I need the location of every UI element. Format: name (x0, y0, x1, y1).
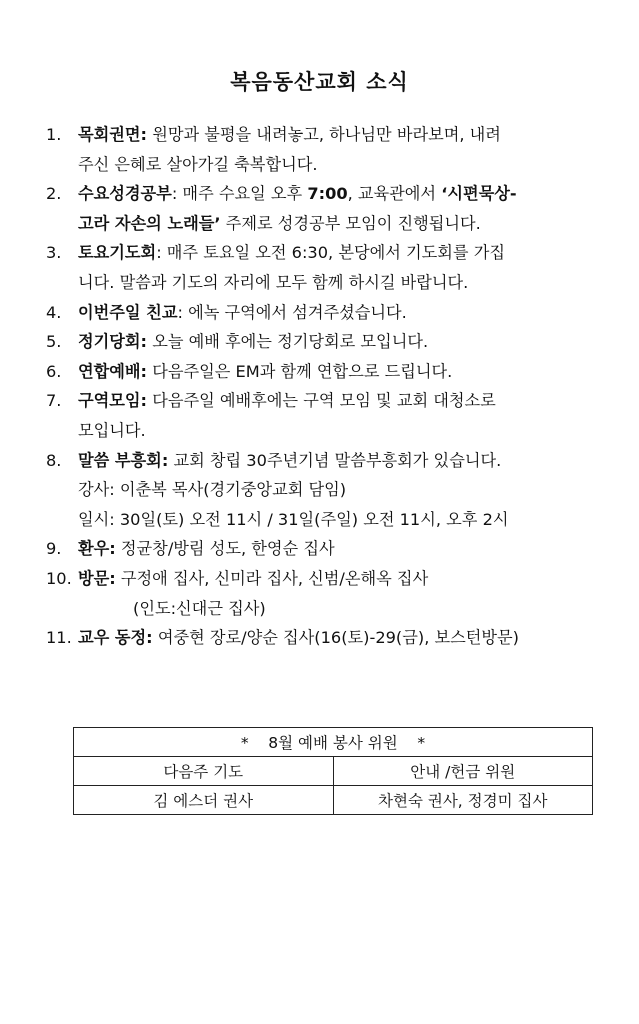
item-label: 말씀 부흥회: (78, 450, 169, 470)
duty-table (73, 727, 593, 815)
item-text: : 에녹 구역에서 섬겨주셨습니다. (177, 302, 407, 322)
item-label: 수요성경공부 (78, 184, 172, 204)
item-time: 7:00 (307, 184, 348, 204)
list-item (0, 120, 639, 179)
item-number: 5. (46, 332, 62, 352)
item-text: 일시: 30일(토) 오전 11시 / 31일(주일) 오전 11시, 오후 2시 (78, 509, 509, 529)
item-topic: 고라 자손의 노래들’ (78, 213, 221, 233)
duty-table-cell: 차현숙 권사, 정경미 집사 (333, 786, 593, 815)
item-number: 4. (46, 302, 62, 322)
list-item (0, 298, 639, 328)
list-item (0, 446, 639, 535)
list-item (0, 623, 639, 653)
item-text: 모입니다. (78, 420, 146, 440)
item-text: : 매주 토요일 오전 6:30, 본당에서 기도회를 가집 (156, 243, 505, 263)
list-item (0, 534, 639, 564)
item-text: 오늘 예배 후에는 정기당회로 모입니다. (152, 332, 429, 352)
item-number: 1. (46, 125, 62, 144)
list-item (0, 564, 639, 623)
item-label: 토요기도회 (78, 243, 157, 263)
list-item (0, 357, 639, 387)
list-item (0, 179, 639, 238)
item-number: 8. (46, 450, 62, 470)
item-text: 니다. 말씀과 기도의 자리에 모두 함께 하시길 바랍니다. (78, 272, 469, 292)
page-title: 복음동산교회 소식 (230, 70, 409, 94)
item-number: 2. (46, 184, 62, 204)
item-number: 11. (46, 628, 72, 648)
duty-table-header: * 8월 예배 봉사 위원 * (74, 728, 593, 757)
item-text: 정균창/방림 성도, 한영순 집사 (120, 539, 335, 559)
item-label: 환우: (78, 539, 116, 559)
item-label: 이번주일 친교 (78, 302, 178, 322)
duty-table-cell: 김 에스더 권사 (74, 786, 334, 815)
item-text: , 교육관에서 (347, 184, 442, 204)
item-topic: ‘시편묵상- (441, 184, 517, 204)
item-number: 3. (46, 243, 62, 263)
item-number: 9. (46, 539, 62, 559)
list-item (0, 386, 639, 445)
item-number: 7. (46, 391, 62, 411)
item-label: 정기당회: (78, 332, 148, 352)
item-text: 강사: 이춘복 목사(경기중앙교회 담임) (78, 480, 347, 500)
item-text: 원망과 불평을 내려놓고, 하나님만 바라보며, 내려 (152, 125, 501, 144)
item-label: 방문: (78, 568, 116, 588)
duty-table-column-header: 다음주 기도 (74, 757, 334, 786)
item-label: 교우 동정: (78, 628, 153, 648)
item-text: 여중현 장로/양순 집사(16(토)-29(금), 보스턴방문) (157, 628, 519, 648)
item-text: (인도:신대근 집사) (133, 598, 266, 618)
item-number: 10. (46, 568, 72, 588)
item-label: 연합예배: (78, 361, 148, 381)
list-item (0, 238, 639, 297)
duty-table-column-header: 안내 /헌금 위원 (333, 757, 593, 786)
item-text: 주신 은혜로 살아가길 축복합니다. (78, 154, 318, 174)
list-item (0, 327, 639, 357)
item-text: 교회 창립 30주년기념 말씀부흥회가 있습니다. (173, 450, 502, 470)
item-label: 구역모임: (78, 391, 148, 411)
item-text: 주제로 성경공부 모임이 진행됩니다. (220, 213, 481, 233)
item-text: 다음주일은 EM과 함께 연합으로 드립니다. (152, 361, 453, 381)
item-number: 6. (46, 361, 62, 381)
item-text: 다음주일 예배후에는 구역 모임 및 교회 대청소로 (152, 391, 496, 411)
item-text: : 매주 수요일 오후 (171, 184, 308, 204)
item-label: 목회권면: (78, 125, 148, 144)
announcement-list (0, 120, 639, 653)
item-text: 구정애 집사, 신미라 집사, 신범/온해옥 집사 (120, 568, 429, 588)
